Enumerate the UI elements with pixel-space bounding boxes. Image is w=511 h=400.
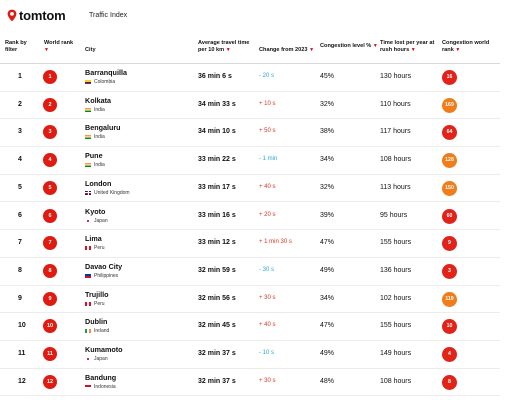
congestion-level: 47% — [320, 239, 335, 247]
average-travel-time: 34 min 33 s — [198, 100, 236, 108]
country-name: United Kingdom — [94, 189, 130, 196]
rank-by-filter: 6 — [18, 211, 22, 219]
country-name: Colombia — [94, 79, 116, 85]
change-from-2023: - 20 s — [259, 73, 275, 79]
city-name[interactable]: Pune — [85, 151, 103, 161]
change-from-2023: + 40 s — [259, 183, 276, 190]
column-world-rank[interactable] — [44, 40, 78, 54]
country — [85, 134, 105, 140]
congestion-rank-badge: 60 — [442, 209, 457, 224]
change-from-2023: + 20 s — [259, 211, 276, 218]
change-from-2023: - 30 s — [259, 266, 275, 273]
country — [85, 301, 105, 307]
world-rank-badge: 6 — [43, 209, 57, 223]
table-row[interactable] — [0, 203, 500, 231]
country — [85, 273, 118, 279]
congestion-level: 48% — [320, 377, 335, 385]
congestion-rank-badge: 8 — [442, 375, 457, 390]
sort-arrow-icon: ▼ — [225, 47, 231, 53]
table-row[interactable] — [0, 369, 500, 397]
logo-wordmark: tomtom — [19, 8, 66, 23]
philippines-flag-icon — [85, 274, 91, 278]
time-lost: 155 hours — [380, 322, 412, 330]
world-rank-badge: 9 — [43, 292, 57, 306]
congestion-rank-badge: 64 — [442, 125, 457, 140]
sort-arrow-icon: ▼ — [410, 47, 416, 53]
time-lost: 155 hours — [380, 239, 412, 247]
india-flag-icon — [85, 163, 91, 167]
average-travel-time: 33 min 12 s — [198, 239, 236, 247]
country — [85, 328, 109, 334]
rank-by-filter: 9 — [18, 294, 22, 302]
country-name: Indonesia — [94, 383, 116, 390]
time-lost: 108 hours — [380, 377, 412, 385]
city-name[interactable]: Kyoto — [85, 206, 106, 216]
average-travel-time: 32 min 45 s — [198, 322, 236, 330]
column-label: World rank — [44, 40, 74, 46]
world-rank-badge: 4 — [43, 153, 57, 167]
average-travel-time: 32 min 56 s — [198, 294, 236, 302]
india-flag-icon — [85, 135, 91, 139]
country — [85, 218, 108, 224]
section-title[interactable]: Traffic Index — [89, 12, 128, 19]
congestion-rank-badge: 4 — [442, 347, 457, 362]
ireland-flag-icon — [85, 329, 91, 333]
world-rank-badge: 12 — [43, 375, 57, 389]
rank-by-filter: 11 — [18, 350, 26, 357]
congestion-rank-badge: 119 — [442, 292, 457, 307]
colombia-flag-icon — [85, 80, 91, 84]
city-name[interactable]: Davao City — [85, 261, 123, 271]
column-label: Congestion level % — [320, 43, 372, 49]
column-label: Average travel time per 10 km — [198, 40, 250, 53]
congestion-level: 47% — [320, 322, 335, 330]
country — [85, 245, 105, 251]
rank-by-filter: 10 — [18, 322, 26, 330]
country — [85, 162, 105, 168]
congestion-level: 49% — [320, 266, 335, 274]
country-name: Philippines — [94, 272, 119, 279]
congestion-rank-badge: 150 — [442, 181, 457, 196]
table-row[interactable] — [0, 64, 500, 92]
table-row[interactable] — [0, 286, 500, 314]
indonesia-flag-icon — [85, 385, 91, 389]
world-rank-badge: 7 — [43, 236, 57, 250]
country-name: India — [94, 162, 105, 169]
rank-by-filter: 8 — [18, 266, 22, 274]
change-from-2023: + 30 s — [259, 377, 276, 384]
india-flag-icon — [85, 108, 91, 112]
time-lost: 113 hours — [380, 183, 411, 191]
city-name[interactable]: Bandung — [85, 372, 117, 382]
location-pin-icon — [7, 9, 17, 22]
change-from-2023: + 40 s — [259, 322, 276, 329]
column-label: Time lost per year at rush hours — [380, 40, 435, 53]
column-congestion-level[interactable] — [320, 43, 378, 50]
column-label: Rank by filter — [5, 40, 27, 53]
city-name[interactable]: Lima — [85, 234, 102, 244]
table-row[interactable] — [0, 341, 500, 369]
country-name: Peru — [94, 245, 105, 252]
peru-flag-icon — [85, 302, 91, 306]
column-change[interactable] — [259, 47, 321, 54]
rank-by-filter: 3 — [18, 128, 22, 136]
world-rank-badge: 2 — [43, 98, 57, 112]
average-travel-time: 33 min 22 s — [198, 156, 236, 164]
country-name: Japan — [94, 356, 108, 362]
table-row[interactable] — [0, 230, 500, 258]
world-rank-badge: 11 — [43, 347, 57, 361]
average-travel-time: 36 min 6 s — [198, 73, 232, 80]
table-row[interactable] — [0, 175, 500, 203]
world-rank-badge: 10 — [43, 319, 57, 333]
city-name[interactable]: Barranquilla — [85, 68, 127, 77]
country-name: India — [94, 106, 105, 113]
rank-by-filter: 12 — [18, 377, 26, 385]
sort-arrow-icon: ▼ — [455, 47, 461, 53]
table-header — [0, 40, 511, 64]
time-lost: 108 hours — [380, 156, 412, 164]
average-travel-time: 32 min 59 s — [198, 266, 236, 274]
change-from-2023: + 1 min 30 s — [259, 239, 292, 246]
table-row[interactable] — [0, 147, 500, 175]
japan-flag-icon — [85, 357, 91, 361]
column-rank-by-filter[interactable] — [5, 40, 39, 54]
column-time-lost[interactable] — [380, 40, 440, 54]
table-row[interactable] — [0, 313, 500, 341]
rank-by-filter: 1 — [18, 73, 22, 80]
congestion-rank-badge: 169 — [442, 98, 457, 113]
change-from-2023: + 50 s — [259, 128, 276, 135]
country-name: Peru — [94, 300, 105, 307]
sort-arrow-icon: ▼ — [372, 43, 378, 49]
time-lost: 136 hours — [380, 266, 412, 274]
city-name[interactable]: London — [85, 178, 112, 188]
column-congestion-world-rank[interactable] — [442, 40, 500, 54]
average-travel-time: 34 min 10 s — [198, 128, 236, 136]
rank-by-filter: 5 — [18, 183, 22, 191]
average-travel-time: 32 min 37 s — [198, 350, 236, 357]
country — [85, 107, 105, 113]
column-label: Change from 2023 — [259, 47, 308, 53]
congestion-rank-badge: 3 — [442, 264, 457, 279]
rank-by-filter: 4 — [18, 156, 22, 164]
country — [85, 190, 130, 196]
time-lost: 149 hours — [380, 350, 412, 357]
table-row[interactable] — [0, 258, 500, 286]
rank-by-filter: 2 — [18, 100, 22, 108]
uk-flag-icon — [85, 191, 91, 195]
column-label: City — [85, 47, 96, 53]
country — [85, 79, 115, 85]
congestion-level: 45% — [320, 73, 335, 80]
change-from-2023: + 10 s — [259, 100, 276, 107]
congestion-level: 34% — [320, 156, 335, 164]
table-row[interactable] — [0, 92, 500, 120]
column-average-travel-time[interactable] — [198, 40, 256, 54]
top-bar — [0, 0, 511, 32]
country — [85, 384, 116, 390]
peru-flag-icon — [85, 246, 91, 250]
sort-arrow-icon: ▼ — [309, 47, 315, 53]
table-row[interactable] — [0, 119, 500, 147]
change-from-2023: - 1 min — [259, 156, 278, 163]
country — [85, 356, 108, 362]
world-rank-badge: 3 — [43, 125, 57, 139]
world-rank-badge: 1 — [43, 70, 57, 84]
average-travel-time: 33 min 17 s — [198, 183, 236, 191]
rank-by-filter: 7 — [18, 239, 22, 247]
congestion-level: 38% — [320, 128, 335, 136]
time-lost: 117 hours — [380, 128, 411, 136]
congestion-level: 49% — [320, 350, 335, 357]
tomtom-logo[interactable] — [7, 8, 65, 23]
city-name[interactable]: Kolkata — [85, 95, 111, 105]
time-lost: 130 hours — [380, 73, 412, 80]
country-name: India — [94, 134, 105, 141]
congestion-level: 39% — [320, 211, 335, 219]
city-name[interactable]: Bengaluru — [85, 123, 121, 133]
city-name[interactable]: Trujillo — [85, 289, 109, 299]
congestion-level: 32% — [320, 183, 335, 191]
country-name: Ireland — [94, 328, 110, 335]
world-rank-badge: 8 — [43, 264, 57, 278]
average-travel-time: 32 min 37 s — [198, 377, 236, 385]
congestion-rank-badge: 128 — [442, 153, 457, 168]
world-rank-badge: 5 — [43, 181, 57, 195]
congestion-rank-badge: 16 — [442, 70, 457, 85]
congestion-rank-badge: 9 — [442, 236, 457, 251]
congestion-level: 34% — [320, 294, 335, 302]
average-travel-time: 33 min 16 s — [198, 211, 236, 219]
japan-flag-icon — [85, 219, 91, 223]
congestion-level: 32% — [320, 100, 335, 108]
congestion-rank-badge: 10 — [442, 319, 457, 334]
change-from-2023: + 30 s — [259, 294, 276, 301]
city-name[interactable]: Kumamoto — [85, 345, 123, 354]
time-lost: 95 hours — [380, 211, 408, 219]
change-from-2023: - 10 s — [259, 350, 275, 356]
time-lost: 102 hours — [380, 294, 412, 302]
city-name[interactable]: Dublin — [85, 317, 108, 327]
column-label: Congestion world rank — [442, 40, 490, 53]
column-city[interactable] — [85, 47, 96, 54]
country-name: Japan — [94, 217, 108, 224]
time-lost: 110 hours — [380, 100, 411, 108]
sort-arrow-icon: ▼ — [44, 47, 49, 53]
